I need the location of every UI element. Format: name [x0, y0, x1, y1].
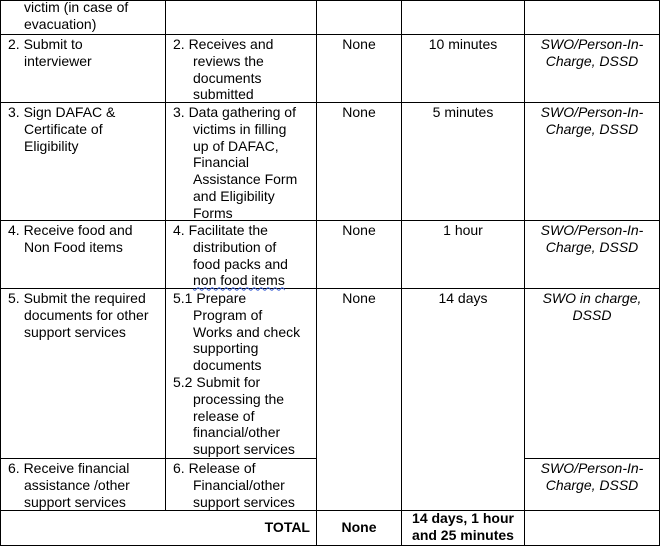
total-label: TOTAL — [264, 519, 310, 535]
person-responsible-cell: SWO in charge, DSSD — [542, 290, 642, 323]
agency-action: 4. Facilitate the distribution of food packs and non food items — [173, 222, 288, 289]
client-step: 2. Submit to interviewer — [8, 36, 92, 69]
person-responsible-cell: SWO/Person-In- Charge, DSSD — [540, 36, 644, 69]
table-rule — [524, 458, 660, 459]
total-time: 14 days, 1 hour and 25 minutes — [412, 510, 514, 543]
fees-cell: None — [342, 104, 376, 120]
person-responsible-cell: SWO/Person-In- Charge, DSSD — [540, 104, 644, 137]
table-rule — [0, 220, 660, 221]
table-rule — [165, 0, 166, 511]
person-responsible-cell: SWO/Person-In- Charge, DSSD — [540, 460, 644, 493]
client-step: 3. Sign DAFAC & Certificate of Eligibility — [8, 104, 116, 154]
processing-time-cell: 10 minutes — [428, 36, 498, 52]
agency-action: 2. Receives and reviews the documents submitted — [173, 36, 274, 103]
agency-action: 3. Data gathering of victims in filling up of DAFAC, Financial Assistance Form and Eligibility Forms — [173, 104, 298, 221]
agency-action: 6. Release of Financial/other support services — [173, 460, 295, 510]
processing-time-cell: 5 minutes — [432, 104, 494, 120]
table-rule — [0, 102, 660, 103]
client-step: 4. Receive food and Non Food items — [8, 222, 133, 255]
fees-cell: None — [342, 222, 376, 238]
fees-cell: None — [342, 36, 376, 52]
table-rule — [316, 0, 317, 546]
fees-cell: None — [342, 290, 376, 306]
person-responsible-cell: SWO/Person-In- Charge, DSSD — [540, 222, 644, 255]
processing-time-cell: 14 days — [438, 290, 488, 306]
processing-time-cell: 1 hour — [443, 222, 483, 238]
table-rule — [0, 288, 660, 289]
table-rule — [401, 0, 402, 546]
client-step: 5. Submit the required documents for other support services — [8, 290, 149, 340]
client-step-continuation: victim (in case of evacuation) — [24, 0, 129, 32]
agency-action: 5.1 Prepare Program of Works and check supporting documents 5.2 Submit for processing the release of financial/other support services — [173, 290, 301, 458]
table-rule — [0, 0, 1, 546]
table-rule — [0, 34, 660, 35]
client-step: 6. Receive financial assistance /other support services — [8, 460, 130, 510]
table-rule — [0, 458, 316, 459]
total-fees: None — [341, 519, 377, 535]
